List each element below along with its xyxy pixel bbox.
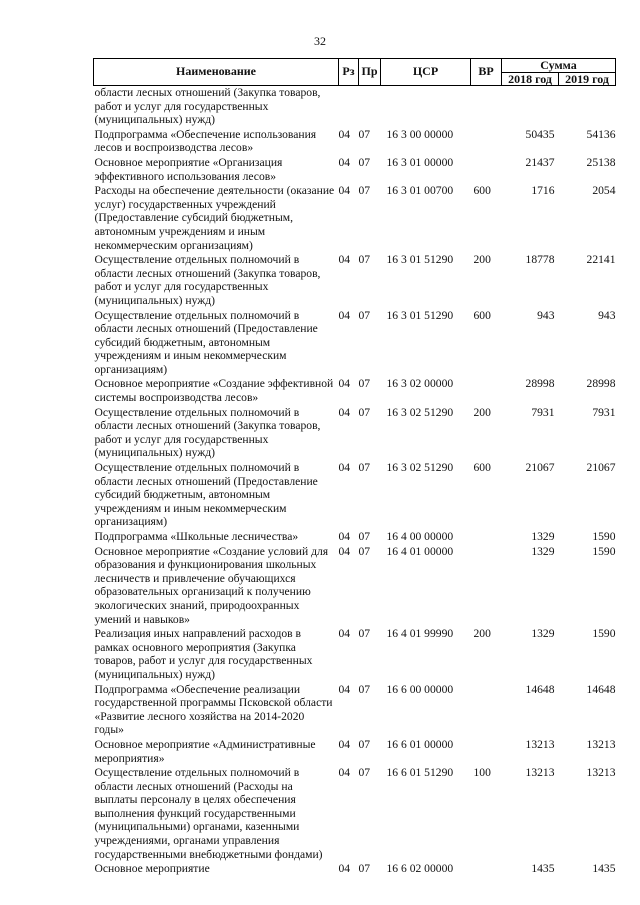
row-csr-cell: 16 6 01 51290 — [386, 766, 454, 780]
row-rz-cell: 04 — [338, 544, 351, 558]
row-rz-cell: 04 — [338, 155, 351, 169]
row-pr-cell: 07 — [358, 544, 371, 558]
row-name-cell: Осуществление отдельных полномочий в области лесных отношений (Закупка товаров, работ и услуг для государственных (муниципальных) нужд) — [94, 253, 321, 307]
row-sum-2019-cell: 13213 — [586, 766, 616, 780]
row-csr-cell: 16 3 01 51290 — [386, 308, 454, 322]
table-row — [94, 86, 616, 128]
row-sum-2019-cell: 54136 — [586, 127, 616, 141]
row-sum-2019-cell: 1590 — [592, 544, 616, 558]
row-name-cell: Основное мероприятие «Организация эффективного использования лесов» — [94, 155, 283, 183]
row-vr-cell: 600 — [473, 308, 491, 322]
row-csr-cell: 16 3 02 51290 — [386, 405, 454, 419]
row-vr-cell — [471, 545, 502, 628]
table-body — [94, 86, 616, 877]
row-name-cell: Осуществление отдельных полномочий в области лесных отношений (Предоставление субсидий бюджетным, автономным учреждениям и иным некоммерческим организациям) — [94, 308, 318, 376]
row-rz-cell: 04 — [338, 461, 351, 475]
table-row — [94, 766, 616, 862]
row-csr-cell: 16 3 01 51290 — [386, 253, 454, 267]
row-vr-cell — [471, 683, 502, 738]
row-pr-cell — [359, 86, 381, 128]
row-rz-cell: 04 — [338, 862, 351, 876]
table-row — [94, 627, 616, 682]
row-csr-cell: 16 4 01 99990 — [386, 627, 454, 641]
table-row — [94, 309, 616, 378]
row-vr-cell: 200 — [473, 253, 491, 267]
row-sum-2018-cell: 1329 — [531, 627, 555, 641]
row-name-cell: области лесных отношений (Закупка товаров, работ и услуг для государственных (муниципальных) нужд) — [94, 86, 321, 127]
row-pr-cell: 07 — [358, 461, 371, 475]
row-pr-cell: 07 — [358, 862, 371, 876]
row-rz-cell: 04 — [338, 682, 351, 696]
row-sum-2018-cell — [502, 86, 559, 128]
row-vr-cell: 100 — [473, 766, 491, 780]
row-vr-cell: 200 — [473, 405, 491, 419]
row-sum-2019-cell: 2054 — [592, 184, 616, 198]
row-sum-2018-cell: 13213 — [525, 737, 555, 751]
table-row — [94, 530, 616, 545]
row-vr-cell — [471, 530, 502, 545]
row-pr-cell: 07 — [358, 627, 371, 641]
row-csr-cell — [381, 86, 471, 128]
row-vr-cell — [471, 738, 502, 766]
row-csr-cell: 16 4 00 00000 — [386, 530, 454, 543]
row-name-cell: Осуществление отдельных полномочий в области лесных отношений (Расходы на выплаты персоналу в целях обеспечения выполнения функций государственными (муниципальными) органами, казенными учреждениями, органами управления государственными внебюджетными фондами) — [94, 766, 323, 861]
row-rz-cell: 04 — [338, 308, 351, 322]
row-sum-2019-cell: 1590 — [592, 530, 616, 543]
row-rz-cell: 04 — [338, 377, 351, 391]
row-rz-cell: 04 — [338, 627, 351, 641]
row-name-cell: Подпрограмма «Школьные лесничества» — [94, 530, 299, 543]
row-csr-cell: 16 4 01 00000 — [386, 544, 454, 558]
table-header — [94, 59, 616, 86]
row-vr-cell: 600 — [473, 461, 491, 475]
row-pr-cell: 07 — [358, 766, 371, 780]
table-row — [94, 253, 616, 308]
row-name-cell: Основное мероприятие «Создание условий для образования и функционирования школьных лесничеств и привлечение обучающихся образовательных организаций к получению экологических знаний, природоохранных умений и навыков» — [94, 544, 329, 626]
row-rz-cell: 04 — [338, 405, 351, 419]
table-row — [94, 377, 616, 405]
header-csr: ЦСР — [381, 59, 471, 86]
row-sum-2018-cell: 21067 — [525, 461, 555, 475]
row-sum-2019-cell: 1590 — [592, 627, 616, 641]
row-vr-cell — [471, 86, 502, 128]
row-rz-cell — [339, 86, 359, 128]
header-pr: Пр — [359, 59, 381, 86]
table-row — [94, 128, 616, 156]
row-rz-cell: 04 — [338, 766, 351, 780]
row-rz-cell: 04 — [338, 737, 351, 751]
row-vr-cell: 200 — [473, 627, 491, 641]
row-sum-2018-cell: 13213 — [525, 766, 555, 780]
row-sum-2019-cell: 25138 — [586, 155, 616, 169]
row-sum-2018-cell: 7931 — [531, 405, 555, 419]
row-sum-2018-cell: 50435 — [525, 127, 555, 141]
row-sum-2018-cell: 28998 — [525, 377, 555, 391]
row-sum-2019-cell: 14648 — [586, 682, 616, 696]
row-pr-cell: 07 — [358, 530, 371, 543]
row-name-cell: Подпрограмма «Обеспечение реализации государственной программы Псковской области «Развитие лесного хозяйства на 2014-2020 годы» — [94, 682, 333, 737]
row-sum-2019-cell: 1435 — [592, 862, 616, 876]
header-vr: ВР — [471, 59, 502, 86]
row-csr-cell: 16 3 01 00000 — [386, 155, 454, 169]
row-sum-2018-cell: 943 — [537, 308, 555, 322]
row-name-cell: Основное мероприятие «Административные мероприятия» — [94, 737, 316, 765]
row-name-cell: Осуществление отдельных полномочий в области лесных отношений (Закупка товаров, работ и услуг для государственных (муниципальных) нужд) — [94, 405, 321, 460]
row-name-cell: Основное мероприятие — [94, 862, 210, 876]
row-rz-cell: 04 — [338, 184, 351, 198]
header-rz: Рз — [339, 59, 359, 86]
row-pr-cell: 07 — [358, 155, 371, 169]
row-name-cell: Расходы на обеспечение деятельности (оказание услуг) государственных учреждений (Предоставление субсидий бюджетным, автономным учреждениям и иным некоммерческим организациям) — [94, 184, 335, 252]
table-row — [94, 545, 616, 628]
row-csr-cell: 16 3 02 51290 — [386, 461, 454, 475]
row-pr-cell: 07 — [358, 253, 371, 267]
row-sum-2019-cell: 22141 — [586, 253, 616, 267]
header-year-2019: 2019 год — [559, 73, 616, 86]
row-csr-cell: 16 6 01 00000 — [386, 737, 454, 751]
row-name-cell: Подпрограмма «Обеспечение использования лесов и воспроизводства лесов» — [94, 127, 317, 155]
header-year-2018: 2018 год — [502, 73, 559, 86]
row-sum-2019-cell — [559, 86, 616, 128]
row-csr-cell: 16 3 01 00700 — [386, 184, 454, 198]
row-sum-2019-cell: 13213 — [586, 737, 616, 751]
row-sum-2018-cell: 1329 — [531, 544, 555, 558]
table-row — [94, 683, 616, 738]
row-name-cell: Основное мероприятие «Создание эффективной системы воспроизводства лесов» — [94, 377, 334, 405]
row-csr-cell: 16 6 00 00000 — [386, 682, 454, 696]
header-name: Наименование — [94, 59, 339, 86]
row-name-cell: Реализация иных направлений расходов в рамках основного мероприятия (Закупка товаров, работ и услуг для государственных (муниципальных) нужд) — [94, 627, 313, 681]
table-row — [94, 461, 616, 530]
row-pr-cell: 07 — [358, 682, 371, 696]
row-csr-cell: 16 3 02 00000 — [386, 377, 454, 391]
table-row — [94, 156, 616, 184]
page-number: 32 — [314, 34, 326, 48]
row-sum-2018-cell: 14648 — [525, 682, 555, 696]
table-row — [94, 738, 616, 766]
row-name-cell: Осуществление отдельных полномочий в области лесных отношений (Предоставление субсидий бюджетным, автономным учреждениям и иным некоммерческим организациям) — [94, 461, 318, 529]
row-sum-2018-cell: 18778 — [525, 253, 555, 267]
row-sum-2019-cell: 943 — [598, 308, 616, 322]
row-sum-2019-cell: 7931 — [592, 405, 616, 419]
budget-table — [93, 58, 616, 877]
row-pr-cell: 07 — [358, 737, 371, 751]
row-csr-cell: 16 6 02 00000 — [386, 862, 454, 876]
row-pr-cell: 07 — [358, 184, 371, 198]
row-sum-2018-cell: 1716 — [531, 184, 555, 198]
row-vr-cell — [471, 377, 502, 405]
row-vr-cell — [471, 156, 502, 184]
table-row — [94, 406, 616, 461]
row-sum-2019-cell: 21067 — [586, 461, 616, 475]
row-vr-cell: 600 — [473, 184, 491, 198]
row-sum-2018-cell: 21437 — [525, 155, 555, 169]
row-pr-cell: 07 — [358, 377, 371, 391]
row-sum-2019-cell: 28998 — [586, 377, 616, 391]
row-rz-cell: 04 — [338, 253, 351, 267]
row-pr-cell: 07 — [358, 405, 371, 419]
table-row — [94, 862, 616, 877]
row-sum-2018-cell: 1329 — [531, 530, 555, 543]
row-vr-cell — [471, 862, 502, 877]
header-sum: Сумма — [502, 59, 616, 73]
row-rz-cell: 04 — [338, 127, 351, 141]
row-pr-cell: 07 — [358, 127, 371, 141]
row-vr-cell — [471, 128, 502, 156]
row-csr-cell: 16 3 00 00000 — [386, 127, 454, 141]
table-row — [94, 184, 616, 253]
row-sum-2018-cell: 1435 — [531, 862, 555, 876]
row-pr-cell: 07 — [358, 308, 371, 322]
row-rz-cell: 04 — [338, 530, 351, 543]
